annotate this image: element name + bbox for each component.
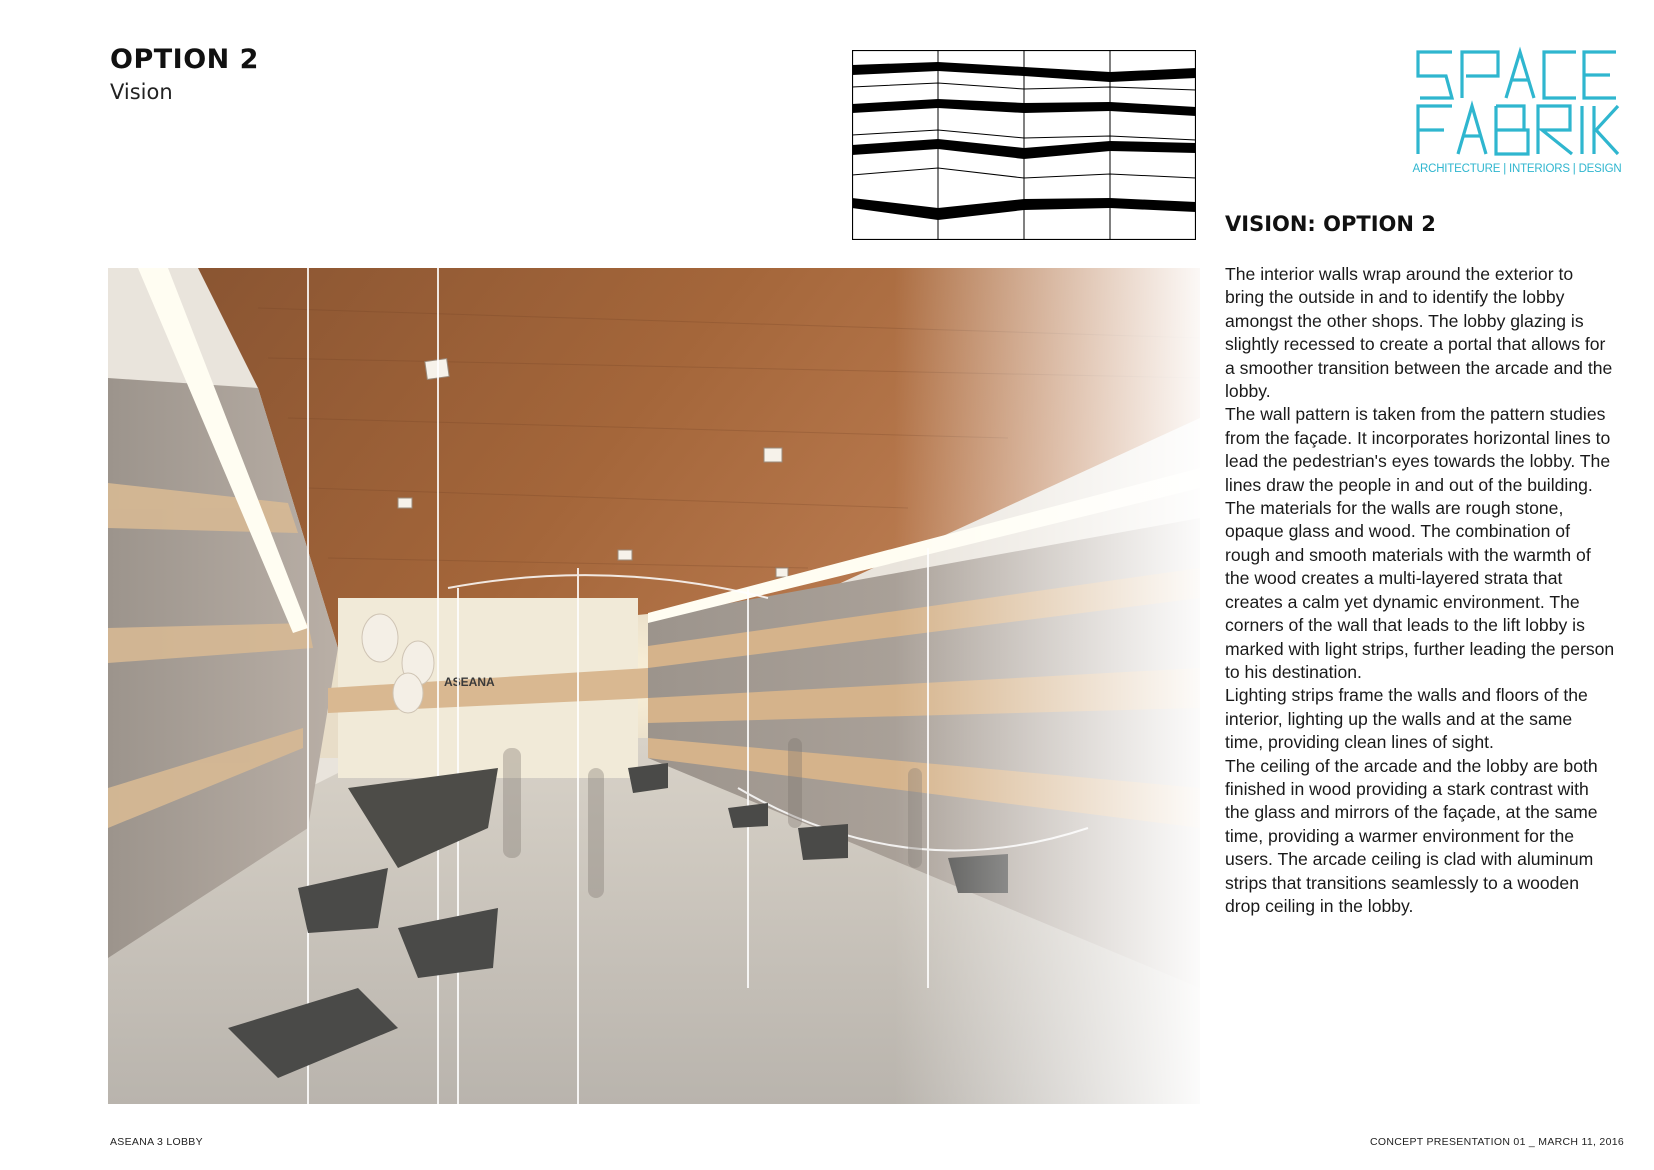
paragraph-lighting: Lighting strips frame the walls and floors of the interior, lighting up the walls and at the same time, providing clean lines of sight. [1225,685,1588,753]
page-title: OPTION 2 [110,44,259,75]
footer-presentation-date: CONCEPT PRESENTATION 01 _ MARCH 11, 2016 [1370,1136,1624,1148]
paragraph-intro: The interior walls wrap around the exterior to bring the outside in and to identify the lobby amongst the other shops. The lobby glazing is slightly recessed to create a portal that allows for a smoother transition between the arcade and the lobby. [1225,264,1613,402]
paragraph-ceiling: The ceiling of the arcade and the lobby are both finished in wood providing a stark contrast with the glass and mirrors of the façade, at the same time, providing a warmer environment for the users. The arcade ceiling is clad with aluminum strips that transitions seamlessly to a wooden drop ceiling in the lobby. [1225,755,1598,916]
paragraph-wall-pattern: The wall pattern is taken from the pattern studies from the façade. It incorporates horizontal lines to lead the pedestrian's eyes towards the lobby. The lines draw the people in and out of the building. [1225,404,1611,495]
footer-project-name: ASEANA 3 LOBBY [110,1136,203,1148]
lobby-rendering-image [108,268,1200,1104]
paragraph-materials: The materials for the walls are rough stone, opaque glass and wood. The combination of rough and smooth materials with the warmth of the wood creates a multi-layered strata that creates a calm yet dynamic environment. The corners of the wall that leads to the lift lobby is marked with light strips, further leading the person to his destination. [1225,498,1615,682]
logo-mark-icon [1412,46,1622,161]
space-fabrik-logo [1412,46,1622,196]
page-subtitle: Vision [110,80,173,104]
facade-pattern-diagram [852,50,1196,240]
description-text [1225,263,1615,918]
section-heading: VISION: OPTION 2 [1225,212,1436,236]
logo-tagline: ARCHITECTURE | INTERIORS | DESIGN [1412,163,1622,175]
